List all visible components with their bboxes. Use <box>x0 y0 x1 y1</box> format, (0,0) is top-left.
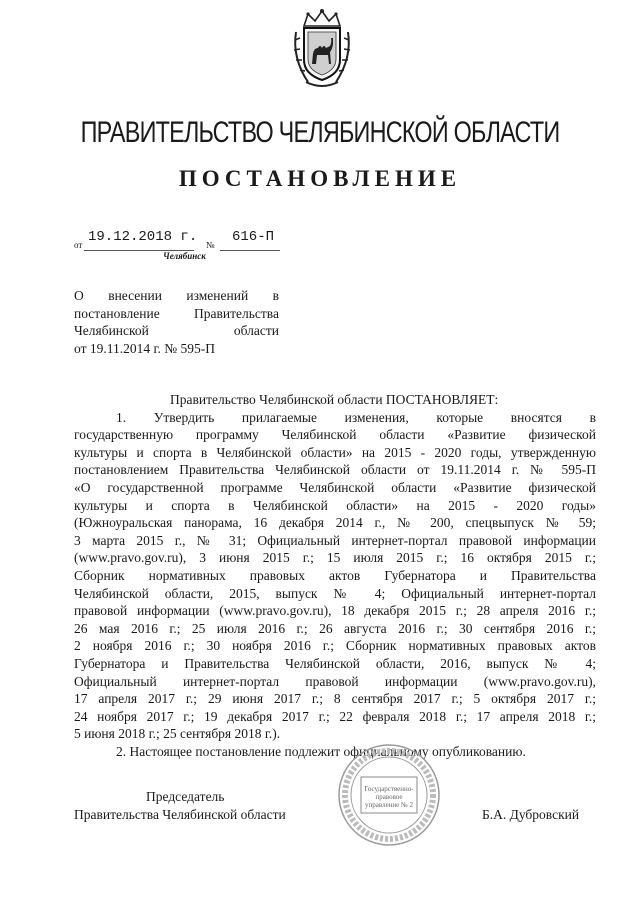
body-line: государственную программу Челябинской области «Развитие физической <box>74 427 596 443</box>
body-line: 26 мая 2016 г.; 25 июля 2016 г.; 26 августа 2016 г.; 30 сентября 2016 г.; <box>74 620 596 636</box>
signer-organization: Правительства Челябинской области <box>74 807 286 822</box>
body-line: 3 марта 2015 г., № 31; Официальный интернет-портал правовой информации <box>74 532 596 548</box>
signer-name: Б.А. Дубровский <box>482 807 580 822</box>
body-line: 2. Настоящее постановление подлежит официальному опубликованию. <box>116 743 526 759</box>
body-line: (Южноуральская панорама, 16 декабря 2014 г., № 200, спецвыпуск № 59; <box>74 515 596 531</box>
body-line: Официальный интернет-портал правовой информации (www.pravo.gov.ru), <box>74 673 596 689</box>
number-underline <box>220 250 280 251</box>
subject-line: О внесении изменений в <box>74 288 279 303</box>
svg-text:правовое: правовое <box>375 793 403 801</box>
subject-line: от 19.11.2014 г. № 595-П <box>74 340 215 356</box>
resolution-intro: Правительство Челябинской области ПОСТАНОВЛЯЕТ: <box>170 392 499 407</box>
signer-position: Председатель <box>146 789 225 804</box>
subject-block <box>74 287 279 357</box>
svg-text:Государственно-: Государственно- <box>364 785 414 793</box>
coat-of-arms-icon <box>290 8 354 90</box>
body-line: культуры и спорта в Челябинской области» на 2015 - 2020 годы» <box>74 497 596 513</box>
svg-text:управление № 2: управление № 2 <box>365 801 413 809</box>
city-label: Челябинск <box>163 251 206 261</box>
document-body <box>74 391 596 760</box>
signature-block <box>74 788 614 824</box>
body-line: 5 июня 2018 г.; 25 сентября 2018 г.). <box>74 726 281 742</box>
body-line: культуры и спорта в Челябинской области» на 2015 - 2020 годы, утвержденную <box>74 444 596 460</box>
body-line: Губернатора и Правительства Челябинской области, 2016, выпуск № 4; <box>74 655 596 671</box>
document-date: 19.12.2018 г. <box>88 229 198 245</box>
document-type-title: ПОСТАНОВЛЕНИЕ <box>178 166 462 191</box>
body-line: правовой информации (www.pravo.gov.ru), 18 декабря 2015 г.; 28 апреля 2016 г.; <box>74 603 596 619</box>
body-line: 17 апреля 2017 г.; 29 июня 2017 г.; 8 сентября 2017 г.; 5 октября 2017 г.; <box>74 691 596 707</box>
date-prefix-label: от <box>74 240 83 250</box>
body-line: 2 ноября 2016 г.; 30 ноября 2016 г.; Сборник нормативных правовых актов <box>74 638 596 654</box>
organization-title: ПРАВИТЕЛЬСТВО ЧЕЛЯБИНСКОЙ ОБЛАСТИ <box>80 116 560 149</box>
subject-line: постановление Правительства <box>74 305 279 321</box>
body-line: 24 ноября 2017 г.; 19 декабря 2017 г.; 22 февраля 2018 г.; 17 апреля 2018 г.; <box>74 708 596 724</box>
subject-line: Челябинской области <box>74 323 279 338</box>
number-prefix-label: № <box>206 240 215 250</box>
body-line: «О государственной программе Челябинской области «Развитие физической <box>74 479 596 495</box>
body-line: постановлением Правительства Челябинской области от 19.11.2014 г. № 595-П <box>74 462 596 478</box>
document-number: 616-П <box>232 229 275 245</box>
body-line: Сборник нормативных правовых актов Губернатора и Правительства <box>74 567 596 583</box>
body-line: Челябинской области, 2015, выпуск № 4; Официальный интернет-портал <box>74 585 596 601</box>
body-line: 1. Утвердить прилагаемые изменения, которые вносятся в <box>116 409 596 425</box>
body-line: (www.pravo.gov.ru), 3 июня 2015 г.; 15 июля 2015 г.; 16 октября 2015 г.; <box>74 550 596 566</box>
